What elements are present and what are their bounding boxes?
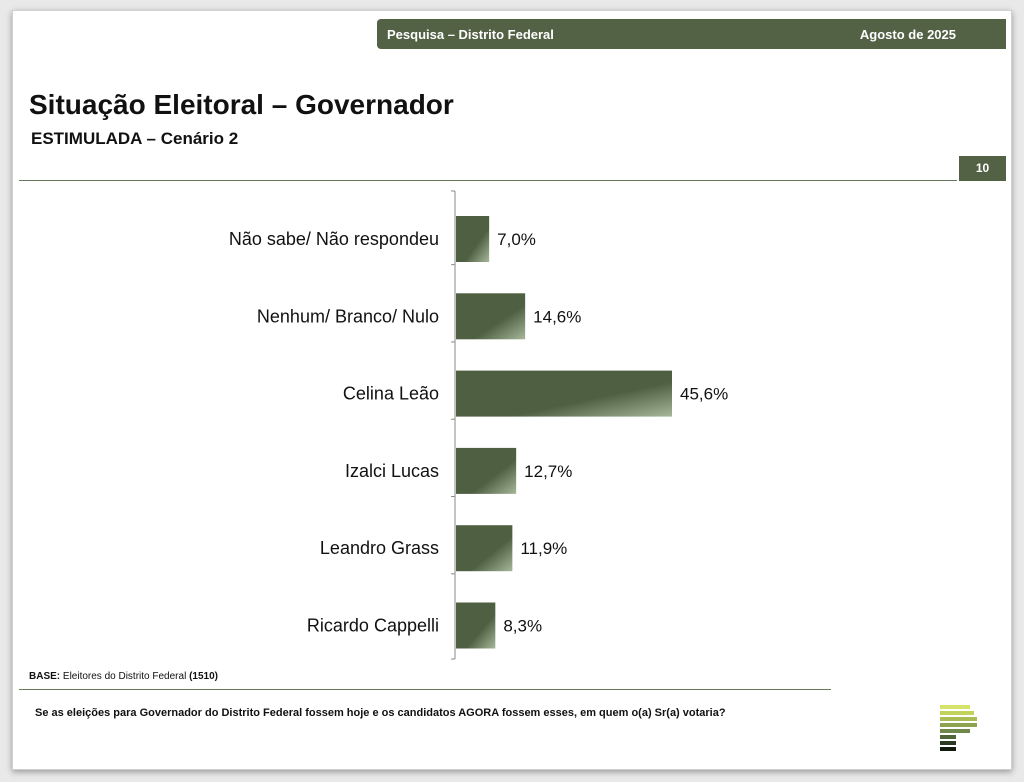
base-footnote	[29, 671, 218, 682]
bar	[456, 525, 512, 571]
bar	[456, 448, 516, 494]
bar	[456, 216, 489, 262]
page-title: Situação Eleitoral – Governador	[29, 89, 454, 120]
value-label: 12,7%	[524, 461, 573, 481]
bar	[456, 293, 525, 339]
page-number-badge: 10	[959, 156, 1006, 181]
category-label: Celina Leão	[342, 383, 439, 404]
base-label: BASE:	[29, 671, 61, 682]
page-subtitle: ESTIMULADA – Cenário 2	[31, 129, 239, 148]
value-label: 7,0%	[497, 230, 536, 249]
value-label: 14,6%	[533, 307, 582, 327]
bar	[456, 603, 495, 649]
footer-divider	[19, 689, 831, 690]
bar	[456, 371, 672, 417]
institute-logo-icon	[940, 705, 980, 751]
category-label: Izalci Lucas	[344, 460, 439, 481]
value-label: 45,6%	[680, 384, 729, 404]
bar-chart	[13, 181, 1011, 671]
base-sample-size: (1510)	[189, 671, 218, 682]
header-band	[377, 19, 1006, 49]
survey-region-label: Pesquisa – Distrito Federal	[387, 27, 554, 42]
category-label: Não sabe/ Não respondeu	[228, 229, 439, 249]
slide	[12, 10, 1012, 770]
value-label: 8,3%	[503, 616, 543, 636]
category-label: Nenhum/ Branco/ Nulo	[256, 306, 439, 327]
category-label: Ricardo Cappelli	[306, 615, 439, 636]
category-label: Leandro Grass	[319, 538, 439, 559]
base-text: Eleitores do Distrito Federal	[60, 671, 190, 682]
survey-date-label: Agosto de 2025	[859, 27, 956, 42]
value-label: 11,9%	[520, 539, 568, 559]
survey-question: Se as eleições para Governador do Distrito Federal fossem hoje e os candidatos AGORA fossem esses, em quem o(a) Sr(a) votaria?	[35, 707, 726, 719]
